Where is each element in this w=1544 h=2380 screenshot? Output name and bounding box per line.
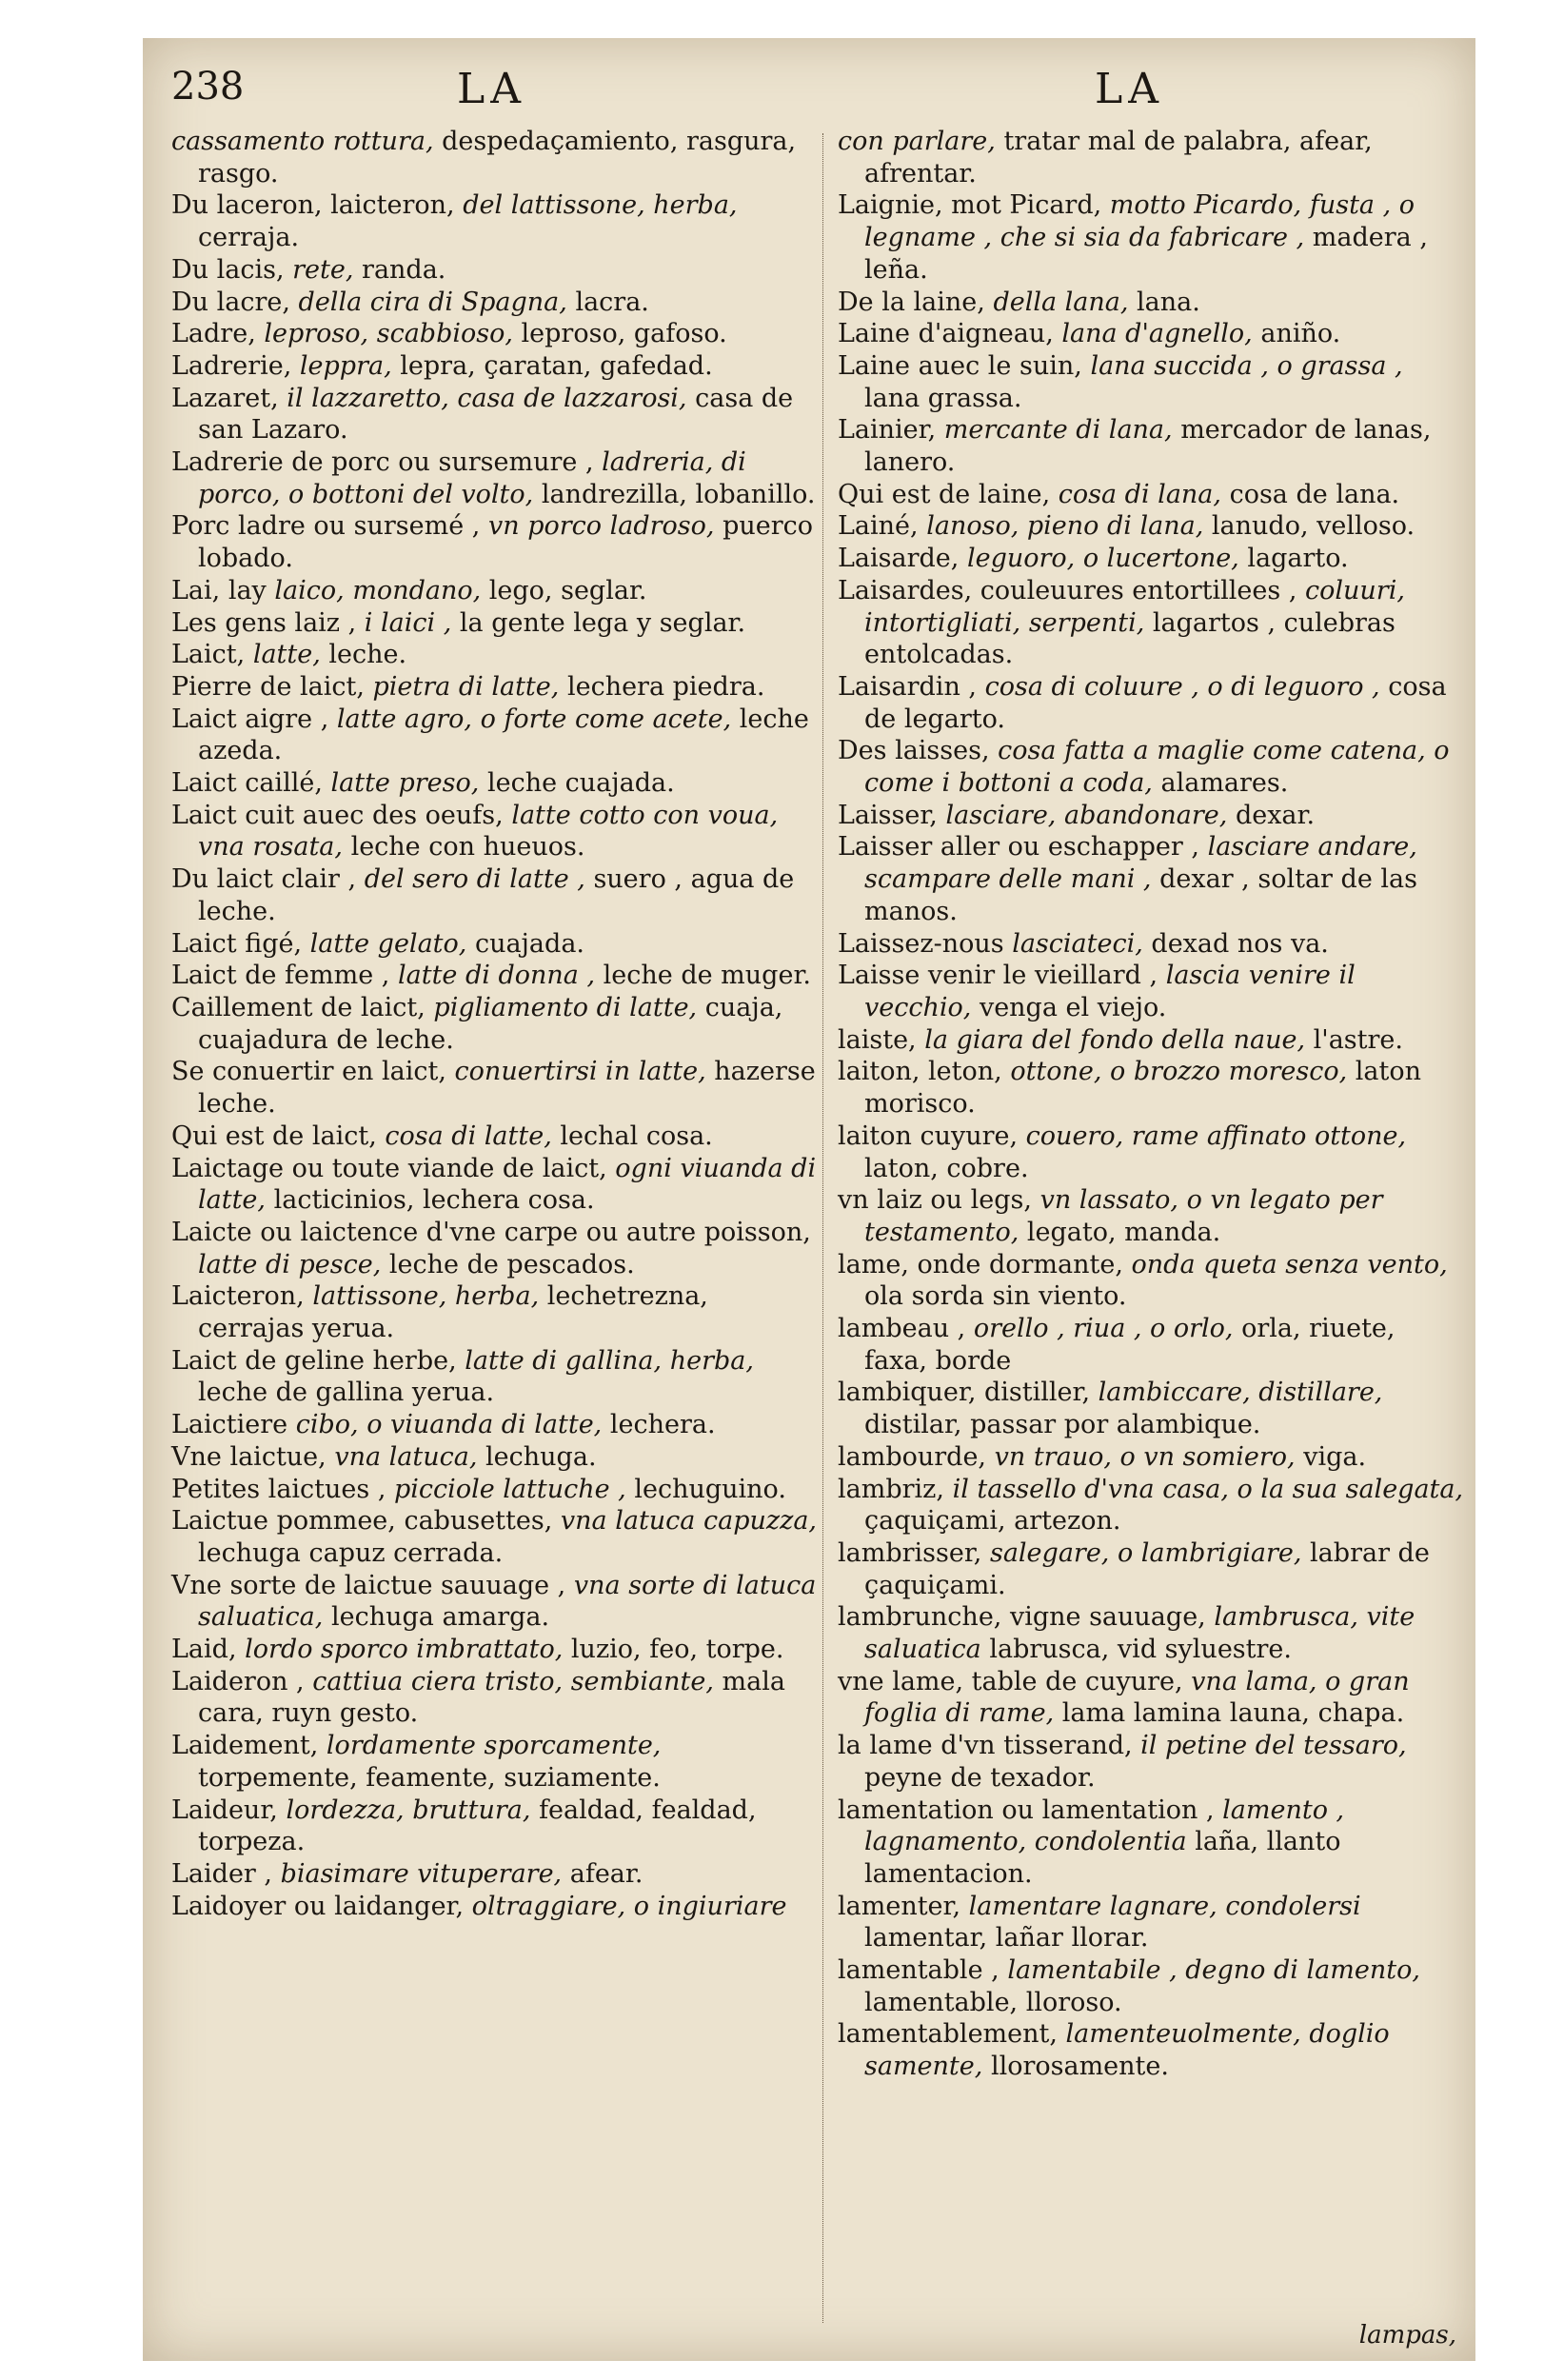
spanish-translation: lamentable, lloroso. xyxy=(864,1987,1122,2017)
french-headword: Laisardes, couleuures entortillees , xyxy=(838,575,1297,605)
spanish-translation: lama lamina launa, chapa. xyxy=(1061,1698,1405,1729)
italian-translation: della cira di Spagna, xyxy=(298,287,567,317)
italian-translation: latte cotto con voua, vna rosata, xyxy=(198,800,779,863)
italian-translation: cosa fatta a maglie come catena, o come i bottoni a coda, xyxy=(864,736,1450,799)
spanish-translation: distilar, passar por alambique. xyxy=(864,1410,1261,1440)
french-headword: Laict cuit auec des oeufs, xyxy=(171,800,504,830)
french-headword: Laict de geline herbe, xyxy=(171,1345,457,1376)
dictionary-entry xyxy=(171,767,819,800)
spanish-translation: lechera. xyxy=(609,1410,716,1440)
dictionary-entry xyxy=(171,800,819,863)
spanish-translation: leproso, gafoso. xyxy=(521,319,727,349)
spanish-translation: leche. xyxy=(328,640,407,670)
french-headword: Vne sorte de laictue sauuage , xyxy=(171,1570,566,1600)
spanish-translation: lepra, çaratan, gafedad. xyxy=(400,350,713,381)
french-headword: Lainier, xyxy=(838,415,937,446)
italian-translation: picciole lattuche , xyxy=(394,1474,626,1504)
french-headword: Laisarde, xyxy=(838,544,960,574)
french-headword: Laicte ou laictence d'vne carpe ou autre poisson, xyxy=(171,1217,811,1247)
italian-translation: onda queta senza vento, xyxy=(1131,1249,1448,1279)
italian-translation: latte di pesce, xyxy=(198,1249,382,1279)
french-headword: vne lame, table de cuyure, xyxy=(838,1666,1183,1696)
spanish-translation: cosa de legarto. xyxy=(864,671,1447,734)
book-page xyxy=(143,38,1475,2361)
french-headword: Lainé, xyxy=(838,511,919,542)
french-headword: Laicteron, xyxy=(171,1281,305,1312)
italian-translation: ogni viuanda di latte, xyxy=(198,1153,817,1216)
dictionary-entry xyxy=(171,1570,819,1634)
italian-translation: latte di gallina, herba, xyxy=(465,1345,754,1376)
italian-translation: cosa di lana, xyxy=(1058,479,1221,509)
dictionary-entry xyxy=(171,1891,819,1923)
dictionary-entry xyxy=(171,639,819,671)
italian-translation: lamentabile , degno di lamento, xyxy=(1007,1955,1420,1986)
italian-translation: motto Picardo, fusta , o legname , che si sia da fabricare , xyxy=(864,190,1415,253)
dictionary-entry xyxy=(171,704,819,767)
spanish-translation: legato, manda. xyxy=(1026,1217,1221,1247)
spanish-translation: labrar de çaquiçami. xyxy=(864,1537,1430,1600)
spanish-translation: tratar mal de palabra, afear, afrentar. xyxy=(864,127,1373,188)
dictionary-entry xyxy=(171,1280,819,1344)
french-headword: lamentable , xyxy=(838,1955,1000,1986)
spanish-translation: dexad nos va. xyxy=(1151,928,1329,959)
spanish-translation: leche cuajada. xyxy=(486,768,675,799)
italian-translation: latte agro, o forte come acete, xyxy=(336,704,732,734)
dictionary-entry xyxy=(171,1795,819,1858)
spanish-translation: landrezilla, lobanillo. xyxy=(541,479,816,509)
italian-translation: vna latuca capuzza, xyxy=(560,1506,818,1537)
catchword: lampas, xyxy=(1358,2321,1456,2350)
spanish-translation: lacticinios, lechera cosa. xyxy=(273,1185,595,1216)
french-headword: Du laict clair , xyxy=(171,864,357,895)
italian-translation: lascia venire il vecchio, xyxy=(864,961,1356,1022)
dictionary-entry xyxy=(838,1795,1466,1891)
french-headword: Laidement, xyxy=(171,1731,319,1761)
dictionary-entry xyxy=(171,254,819,287)
french-headword: Lai, lay xyxy=(171,575,267,605)
spanish-translation: leche de muger. xyxy=(603,961,811,991)
french-headword: laiste, xyxy=(838,1024,917,1055)
spanish-translation: llorosamente. xyxy=(990,2052,1169,2082)
dictionary-entry xyxy=(838,928,1466,961)
french-headword: lambriz, xyxy=(838,1474,944,1504)
dictionary-entry xyxy=(171,189,819,253)
dictionary-entry xyxy=(838,1666,1466,1730)
italian-translation: cattiua ciera tristo, sembiante, xyxy=(312,1666,714,1696)
french-headword: Laine d'aigneau, xyxy=(838,319,1054,349)
spanish-translation: lamentar, lañar llorar. xyxy=(864,1923,1149,1954)
italian-translation: laico, mondano, xyxy=(274,575,482,605)
french-headword: Du laceron, laicteron, xyxy=(171,190,455,221)
dictionary-entry xyxy=(171,928,819,961)
italian-translation: del lattissone, herba, xyxy=(463,190,738,221)
french-headword: Laideur, xyxy=(171,1795,278,1825)
french-headword: Laisser aller ou eschapper , xyxy=(838,832,1199,863)
french-headword: Porc ladre ou sursemé , xyxy=(171,511,481,542)
dictionary-entry xyxy=(838,1730,1466,1794)
dictionary-entry xyxy=(838,1441,1466,1474)
french-headword: Des laisses, xyxy=(838,736,990,766)
dictionary-entry xyxy=(171,1505,819,1569)
french-headword: vn laiz ou legs, xyxy=(838,1185,1032,1216)
spanish-translation: dexar , soltar de las manos. xyxy=(864,864,1417,926)
spanish-translation: leche de gallina yerua. xyxy=(198,1378,495,1408)
french-headword: Laict de femme , xyxy=(171,961,390,991)
dictionary-entry xyxy=(171,1634,819,1666)
spanish-translation: dexar. xyxy=(1235,800,1316,830)
italian-translation: vn lassato, o vn legato per testamento, xyxy=(864,1185,1383,1247)
spanish-translation: suero , agua de leche. xyxy=(198,864,795,926)
italian-translation: lana succida , o grassa , xyxy=(1090,350,1403,381)
spanish-translation: lechuga. xyxy=(485,1441,597,1472)
french-headword: Laict caillé, xyxy=(171,768,323,799)
french-headword: Laict, xyxy=(171,640,246,670)
dictionary-entry xyxy=(838,510,1466,543)
page-number: 238 xyxy=(171,65,245,109)
dictionary-entry xyxy=(171,1056,819,1120)
french-headword: lambrunche, vigne sauuage, xyxy=(838,1602,1206,1633)
dictionary-entry xyxy=(171,1666,819,1730)
italian-translation: cosa di latte, xyxy=(385,1121,552,1151)
spanish-translation: lechuguino. xyxy=(634,1474,786,1504)
spanish-translation: fealdad, fealdad, torpeza. xyxy=(198,1795,757,1857)
dictionary-entry xyxy=(171,350,819,383)
italian-translation: lamento , lagnamento, condolentia xyxy=(864,1795,1345,1857)
spanish-translation: lana grassa. xyxy=(864,383,1022,413)
dictionary-entry xyxy=(171,1441,819,1474)
dictionary-entry xyxy=(171,1153,819,1217)
dictionary-entry xyxy=(838,350,1466,414)
french-headword: Laider , xyxy=(171,1858,272,1889)
dictionary-entry xyxy=(838,189,1466,286)
french-headword: Laisse venir le vieillard , xyxy=(838,961,1158,991)
italian-translation: pigliamento di latte, xyxy=(433,992,698,1022)
spanish-translation: alamares. xyxy=(1160,768,1289,799)
dictionary-entry xyxy=(838,831,1466,927)
dictionary-entry xyxy=(838,414,1466,478)
dictionary-entry xyxy=(171,1217,819,1280)
dictionary-entry xyxy=(838,1056,1466,1120)
dictionary-entry xyxy=(171,863,819,927)
italian-translation: il tassello d'vna casa, o la sua salegata, xyxy=(952,1474,1464,1504)
french-headword: Laict aigre , xyxy=(171,704,329,734)
spanish-translation: lanudo, velloso. xyxy=(1211,511,1415,542)
french-headword: Qui est de laict, xyxy=(171,1121,377,1151)
dictionary-entry xyxy=(838,735,1466,799)
spanish-translation: venga el viejo. xyxy=(979,992,1167,1022)
dictionary-entry xyxy=(838,543,1466,575)
spanish-translation: cuajada. xyxy=(474,928,584,959)
french-headword: laiton, leton, xyxy=(838,1057,1002,1087)
dictionary-entry xyxy=(838,1024,1466,1057)
dictionary-entry xyxy=(838,575,1466,671)
italian-translation: i laici , xyxy=(364,607,452,638)
italian-translation: la giara del fondo della naue, xyxy=(924,1024,1306,1055)
italian-translation: mercante di lana, xyxy=(943,415,1173,446)
italian-translation: latte di donna , xyxy=(397,961,596,991)
french-headword: Vne laictue, xyxy=(171,1441,327,1472)
french-headword: Laisser, xyxy=(838,800,938,830)
spanish-translation: lechal cosa. xyxy=(560,1121,713,1151)
italian-translation: lanoso, pieno di lana, xyxy=(926,511,1204,542)
dictionary-entry xyxy=(171,575,819,607)
french-headword: Petites laictues , xyxy=(171,1474,386,1504)
french-headword: Laictue pommee, cabusettes, xyxy=(171,1506,553,1537)
french-headword: De la laine, xyxy=(838,287,985,317)
spanish-translation: la gente lega y seglar. xyxy=(459,607,746,638)
italian-translation: il lazzaretto, casa de lazzarosi, xyxy=(287,383,687,413)
dictionary-entry xyxy=(838,1954,1466,2018)
french-headword: Pierre de laict, xyxy=(171,671,365,702)
spanish-translation: lana. xyxy=(1137,287,1200,317)
dictionary-entry xyxy=(171,446,819,510)
spanish-translation: mercador de lanas, lanero. xyxy=(864,415,1432,478)
running-head-right: LA xyxy=(1095,65,1164,113)
spanish-translation: lechetrezna, cerrajas yerua. xyxy=(198,1281,708,1344)
dictionary-entry xyxy=(171,1345,819,1409)
italian-translation: leguoro, o lucertone, xyxy=(966,544,1239,574)
dictionary-entry xyxy=(838,800,1466,832)
italian-translation: vna latuca, xyxy=(334,1441,478,1472)
dictionary-entry xyxy=(838,1184,1466,1248)
french-headword: lamenter, xyxy=(838,1891,961,1921)
italian-translation: coluuri, intortigliati, serpenti, xyxy=(864,575,1405,638)
italian-translation: latte gelato, xyxy=(309,928,467,959)
spanish-translation: hazerse leche. xyxy=(198,1057,816,1120)
dictionary-entry xyxy=(838,1891,1466,1954)
dictionary-entry xyxy=(171,1474,819,1506)
spanish-translation: aniño. xyxy=(1260,319,1341,349)
italian-translation: lasciateci, xyxy=(1012,928,1143,959)
italian-translation: ladreria, di porco, o bottoni del volto, xyxy=(198,447,746,509)
spanish-translation: labrusca, vid syluestre. xyxy=(989,1635,1292,1665)
running-head-left: LA xyxy=(457,65,526,113)
column-divider xyxy=(822,133,823,2323)
italian-translation: lamentare lagnare, condolersi xyxy=(968,1891,1361,1921)
dictionary-entry xyxy=(838,1313,1466,1377)
dictionary-entry xyxy=(838,1377,1466,1440)
italian-translation: del sero di latte , xyxy=(364,864,585,895)
italian-translation: lasciare, abandonare, xyxy=(945,800,1228,830)
french-headword: Ladre, xyxy=(171,319,256,349)
french-headword: laiton cuyure, xyxy=(838,1121,1019,1151)
spanish-translation: luzio, feo, torpe. xyxy=(570,1635,784,1665)
dictionary-entry xyxy=(838,671,1466,735)
french-headword: Du lacis, xyxy=(171,254,285,285)
spanish-translation: lagarto. xyxy=(1247,544,1349,574)
dictionary-entry xyxy=(171,1730,819,1794)
dictionary-entry xyxy=(838,1537,1466,1601)
italian-translation: rete, xyxy=(292,254,354,285)
spanish-translation: orla, riuete, faxa, borde xyxy=(864,1314,1396,1376)
spanish-translation: lego, seglar. xyxy=(488,575,647,605)
spanish-translation: cerraja. xyxy=(198,223,300,253)
dictionary-entry xyxy=(838,2018,1466,2082)
italian-translation: lattissone, herba, xyxy=(312,1281,540,1312)
french-headword: lambourde, xyxy=(838,1441,987,1472)
italian-translation: latte preso, xyxy=(330,768,480,799)
french-headword: lamentablement, xyxy=(838,2019,1058,2050)
spanish-translation: viga. xyxy=(1303,1441,1367,1472)
italian-translation: cibo, o viuanda di latte, xyxy=(295,1410,603,1440)
spanish-translation: torpemente, feamente, suziamente. xyxy=(198,1762,661,1793)
italian-translation: lordo sporco imbrattato, xyxy=(245,1635,564,1665)
french-headword: lambrisser, xyxy=(838,1537,982,1568)
french-headword: Laideron , xyxy=(171,1666,305,1696)
spanish-translation: peyne de texador. xyxy=(864,1762,1096,1793)
dictionary-entry xyxy=(838,287,1466,319)
italian-translation: vna lama, o gran foglia di rame, xyxy=(864,1666,1410,1729)
dictionary-entry xyxy=(838,1121,1466,1184)
spanish-translation: cosa de lana. xyxy=(1229,479,1400,509)
dictionary-entry xyxy=(171,383,819,446)
italian-translation: lasciare andare, scampare delle mani , xyxy=(864,832,1417,895)
spanish-translation: lechuga capuz cerrada. xyxy=(198,1537,504,1568)
dictionary-entry xyxy=(171,992,819,1056)
french-headword: lame, onde dormante, xyxy=(838,1249,1123,1279)
left-column xyxy=(171,126,819,1922)
dictionary-entry xyxy=(171,287,819,319)
dictionary-entry xyxy=(838,1474,1466,1537)
french-headword: la lame d'vn tisserand, xyxy=(838,1731,1133,1761)
french-headword: Ladrerie, xyxy=(171,350,292,381)
italian-translation: lambrusca, vite saluatica xyxy=(864,1602,1415,1665)
dictionary-entry xyxy=(838,960,1466,1023)
french-headword: Laid, xyxy=(171,1635,237,1665)
french-headword: Les gens laiz , xyxy=(171,607,357,638)
italian-translation: oltraggiare, o ingiuriare xyxy=(471,1891,787,1921)
italian-translation: conuertirsi in latte, xyxy=(454,1057,706,1087)
french-headword: Laignie, mot Picard, xyxy=(838,190,1102,221)
spanish-translation: lacra. xyxy=(575,287,649,317)
dictionary-entry xyxy=(171,1121,819,1153)
dictionary-entry xyxy=(171,671,819,704)
italian-translation: lamenteuolmente, doglio samente, xyxy=(864,2019,1390,2082)
spanish-translation: madera , leña. xyxy=(864,223,1428,285)
dictionary-entry xyxy=(171,960,819,992)
italian-translation: il petine del tessaro, xyxy=(1140,1731,1407,1761)
french-headword: Laine auec le suin, xyxy=(838,350,1082,381)
spanish-translation: laña, llanto lamentacion. xyxy=(864,1827,1341,1889)
dictionary-entry xyxy=(838,1601,1466,1665)
dictionary-entry xyxy=(171,607,819,640)
french-headword: Se conuertir en laict, xyxy=(171,1057,446,1087)
spanish-translation: lechera piedra. xyxy=(566,671,765,702)
dictionary-entry xyxy=(171,126,819,189)
french-headword: lamentation ou lamentation , xyxy=(838,1795,1215,1825)
italian-translation: lordezza, bruttura, xyxy=(286,1795,531,1825)
spanish-translation: laton, cobre. xyxy=(864,1153,1029,1183)
spanish-translation: ola sorda sin viento. xyxy=(864,1281,1127,1312)
french-headword: Lazaret, xyxy=(171,383,279,413)
spanish-translation: l'astre. xyxy=(1313,1024,1403,1055)
italian-translation: lordamente sporcamente, xyxy=(326,1731,662,1761)
french-headword: Laict figé, xyxy=(171,928,303,959)
italian-translation: couero, rame affinato ottone, xyxy=(1025,1121,1407,1151)
italian-translation: vn trauo, o vn somiero, xyxy=(994,1441,1296,1472)
italian-translation: orello , riua , o orlo, xyxy=(973,1314,1234,1344)
french-headword: Ladrerie de porc ou sursemure , xyxy=(171,447,594,478)
italian-translation: leproso, scabbioso, xyxy=(264,319,513,349)
dictionary-entry xyxy=(171,1858,819,1891)
spanish-translation: leche de pescados. xyxy=(388,1249,635,1279)
dictionary-entry xyxy=(838,126,1466,189)
spanish-translation: afear. xyxy=(569,1858,643,1889)
french-headword: Laictiere xyxy=(171,1410,288,1440)
italian-translation: latte, xyxy=(252,640,321,670)
italian-translation: della lana, xyxy=(993,287,1129,317)
spanish-translation: lechuga amarga. xyxy=(330,1602,550,1633)
spanish-translation: cuaja, cuajadura de leche. xyxy=(198,992,783,1055)
spanish-translation: lagartos , culebras entolcadas. xyxy=(864,607,1396,670)
spanish-translation: casa de san Lazaro. xyxy=(198,383,794,446)
italian-translation: biasimare vituperare, xyxy=(280,1858,563,1889)
spanish-translation: despedaçamiento, rasgura, rasgo. xyxy=(198,127,797,188)
french-headword: lambiquer, distiller, xyxy=(838,1378,1091,1408)
spanish-translation: mala cara, ruyn gesto. xyxy=(198,1666,785,1729)
spanish-translation: laton morisco. xyxy=(864,1057,1422,1120)
spanish-translation: çaquiçami, artezon. xyxy=(864,1506,1121,1537)
italian-translation: ottone, o brozzo moresco, xyxy=(1010,1057,1348,1087)
italian-translation: leppra, xyxy=(299,350,392,381)
dictionary-entry xyxy=(171,1409,819,1441)
french-headword: Laictage ou toute viande de laict, xyxy=(171,1153,607,1183)
dictionary-entry xyxy=(171,318,819,350)
spanish-translation: leche con hueuos. xyxy=(350,832,585,863)
spanish-translation: puerco lobado. xyxy=(198,511,814,574)
italian-translation: lambiccare, distillare, xyxy=(1098,1378,1383,1408)
italian-translation: lana d'agnello, xyxy=(1061,319,1253,349)
french-headword: Laidoyer ou laidanger, xyxy=(171,1891,465,1921)
dictionary-entry xyxy=(171,510,819,574)
spanish-translation: leche azeda. xyxy=(198,704,809,766)
dictionary-entry xyxy=(838,1249,1466,1313)
italian-translation: salegare, o lambrigiare, xyxy=(989,1537,1302,1568)
dictionary-entry xyxy=(838,318,1466,350)
italian-translation: vna sorte di latuca saluatica, xyxy=(198,1570,817,1633)
french-headword: lambeau , xyxy=(838,1314,966,1344)
french-headword: Qui est de laine, xyxy=(838,479,1051,509)
french-headword: Laisardin , xyxy=(838,671,977,702)
italian-translation: cosa di coluure , o di leguoro , xyxy=(984,671,1380,702)
italian-translation: pietra di latte, xyxy=(372,671,560,702)
french-headword: Caillement de laict, xyxy=(171,992,426,1022)
dictionary-entry xyxy=(838,479,1466,511)
page-header xyxy=(143,65,1475,131)
right-column xyxy=(838,126,1466,2083)
italian-translation: cassamento rottura, xyxy=(171,127,434,156)
spanish-translation: randa. xyxy=(362,254,446,285)
italian-translation: vn porco ladroso, xyxy=(487,511,715,542)
french-headword: Du lacre, xyxy=(171,287,290,317)
italian-translation: con parlare, xyxy=(838,127,996,156)
french-headword: Laissez-nous xyxy=(838,928,1004,959)
